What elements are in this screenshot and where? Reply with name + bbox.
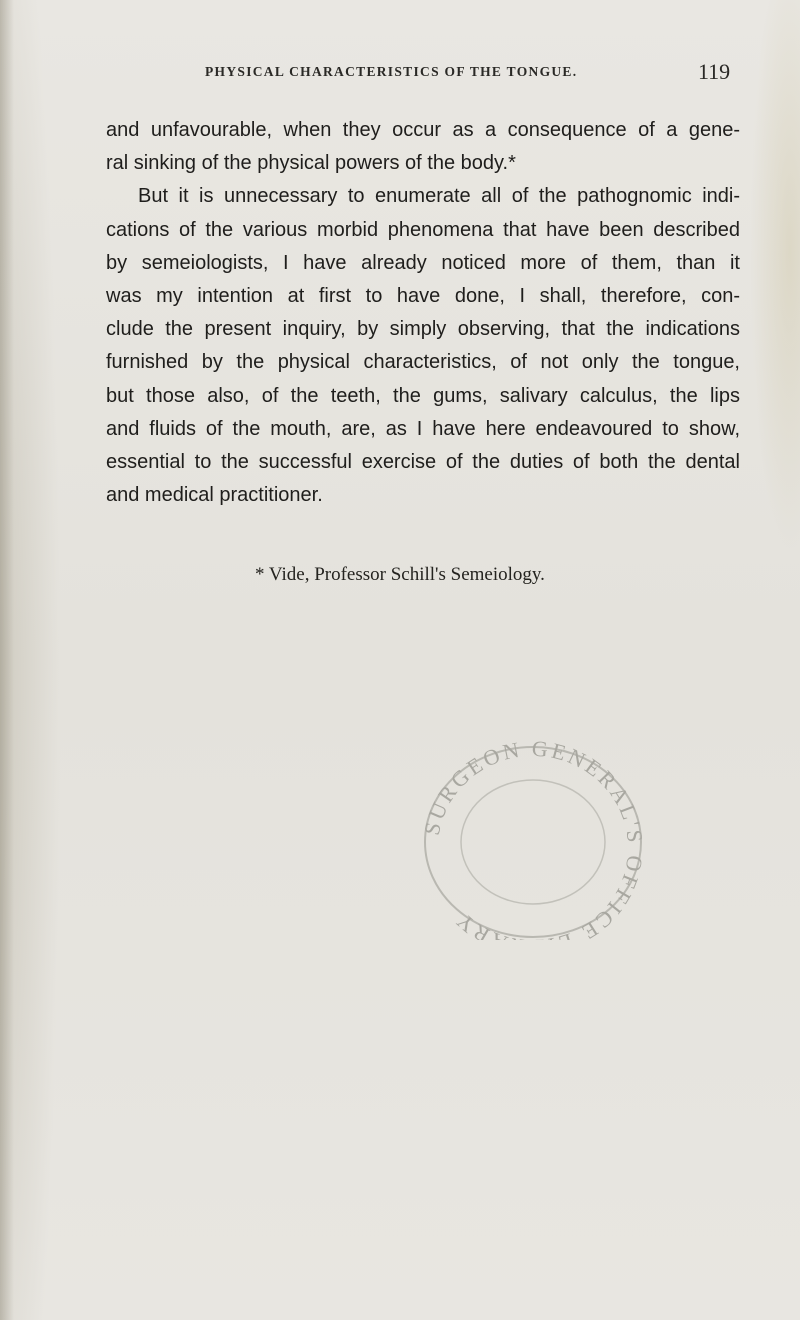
text-line: cations of the various morbid phenomena that have been described: [106, 218, 740, 241]
stamp-lettering: [419, 736, 648, 940]
text-line: essential to the successful exercise of the duties of both the dental: [106, 451, 740, 474]
text-line: and medical practitioner.: [106, 484, 323, 507]
page-number: 119: [698, 59, 731, 84]
text-line: furnished by the physical characteristics, of not only the tongue,: [106, 351, 740, 374]
body-text: [106, 114, 740, 512]
running-head: PHYSICAL CHARACTERISTICS OF THE TONGUE.: [205, 64, 578, 79]
stamp-text-path: SURGEON GENERAL'S OFFICE RY: [418, 735, 649, 940]
text-line: by semeiologists, I have already noticed more of them, than it: [106, 251, 740, 274]
page-gutter-shadow: [0, 0, 14, 1320]
footnote: * Vide, Professor Schill's Semeiology.: [255, 564, 545, 585]
library-stamp: [408, 730, 658, 940]
text-line: but those also, of the teeth, the gums, salivary calculus, the lips: [106, 384, 740, 407]
text-line: But it is unnecessary to enumerate all of the pathognomic indi-: [138, 185, 740, 208]
text-line: was my intention at first to have done, I shall, therefore, con-: [106, 285, 740, 308]
text-line: and fluids of the mouth, are, as I have here endeavoured to show,: [106, 417, 740, 440]
text-line: ral sinking of the physical powers of the body.*: [106, 152, 516, 175]
library-stamp-graphic: [408, 730, 658, 940]
text-line: clude the present inquiry, by simply observing, that the indications: [106, 318, 740, 341]
text-line: and unfavourable, when they occur as a consequence of a gene-: [106, 119, 740, 141]
